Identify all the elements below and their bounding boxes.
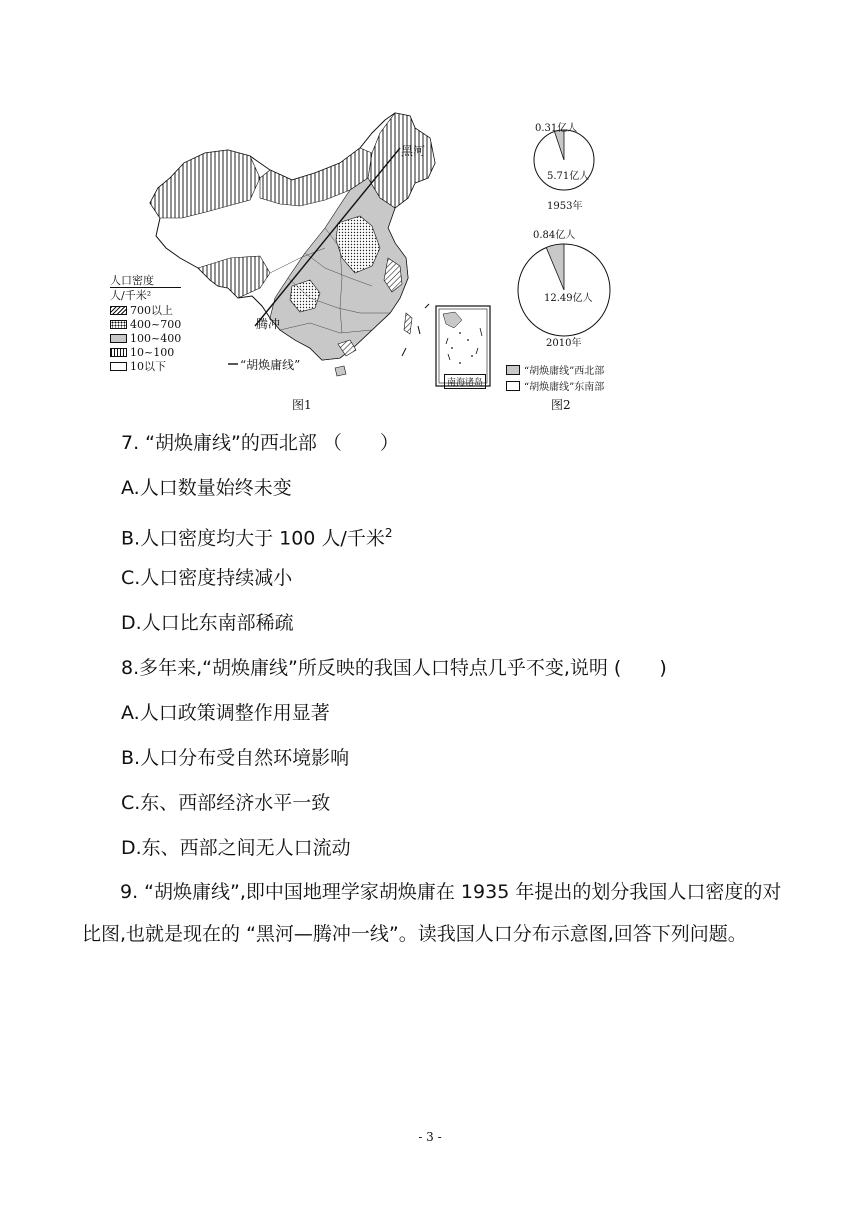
map-label-heihe: 黑河 [401,144,426,158]
swatch-gray [110,334,127,343]
q7-option-a: A.人口数量始终未变 [121,477,292,499]
legend-title: 人口密度 [110,274,154,287]
figure2-caption: 图2 [551,398,571,412]
legend-label: 10以下 [130,360,166,373]
legend-unit: 人/千米² [110,287,181,303]
q8-stem: 8.多年来,“胡焕庸线”所反映的我国人口特点几乎不变,说明 ( ) [121,657,667,679]
q9-text: 9. “胡焕庸线”,即中国地理学家胡焕庸在 1935 年提出的划分我国人口密度的对比图,也就是现在的 “黑河—腾冲一线”。读我国人口分布示意图,回答下列问题。 [82,881,782,945]
q8-option-b: B.人口分布受自然环境影响 [121,747,350,769]
pie-legend-se-label: “胡焕庸线”东南部 [524,382,605,393]
q8-option-a: A.人口政策调整作用显著 [121,702,330,724]
legend-row-700 [110,303,181,317]
swatch-diagonal [110,306,127,315]
pie-1953-year: 1953年 [547,201,583,212]
inset-label-south-sea: 南海诸岛 [444,374,486,389]
q8-option-d: D.东、西部之间无人口流动 [121,837,351,859]
hu-line-legend-label: “胡焕庸线” [240,358,301,372]
map-label-tengchong: 腾冲 [256,317,281,331]
swatch-dots [110,320,127,329]
taiwan-island [404,313,412,334]
q7-option-b-sup: 2 [384,526,393,540]
q8-option-c: C.东、西部经济水平一致 [121,792,331,814]
pie-2010-small-label: 0.84亿人 [533,230,576,241]
legend-label: 700以上 [130,304,173,317]
legend-row-100 [110,331,181,345]
q7-stem: 7. “胡焕庸线”的西北部 （ ） [121,432,399,454]
pie-1953-small-label: 0.31亿人 [535,123,578,134]
q7-option-b [121,521,392,550]
q9-paragraph [82,871,782,955]
figure1-caption: 图1 [292,398,312,412]
page-number: - 3 - [418,1130,442,1144]
legend-row-400 [110,317,181,331]
q7-option-d: D.人口比东南部稀疏 [121,612,294,634]
swatch-white [110,362,127,371]
swatch-se [506,381,520,391]
swatch-nw [506,365,520,375]
pie-1953-large-label: 5.71亿人 [547,171,590,182]
legend-label: 400~700 [130,317,182,331]
legend-row-10 [110,345,181,359]
swatch-vertical [110,348,127,357]
pie-legend-nw-label: “胡焕庸线”西北部 [524,366,605,377]
hainan-island [335,366,346,376]
density-legend [110,274,181,373]
legend-row-0 [110,359,181,373]
pie-2010-large-label: 12.49亿人 [544,293,593,304]
legend-label: 100~400 [130,331,182,345]
q7-option-c: C.人口密度持续减小 [121,567,293,589]
legend-label: 10~100 [130,345,175,359]
pie-legend-nw [506,362,604,377]
pie-legend-se [506,378,604,393]
q7-option-b-text: B.人口密度均大于 100 人/千米 [121,527,385,550]
pie-2010-year: 2010年 [546,338,582,349]
